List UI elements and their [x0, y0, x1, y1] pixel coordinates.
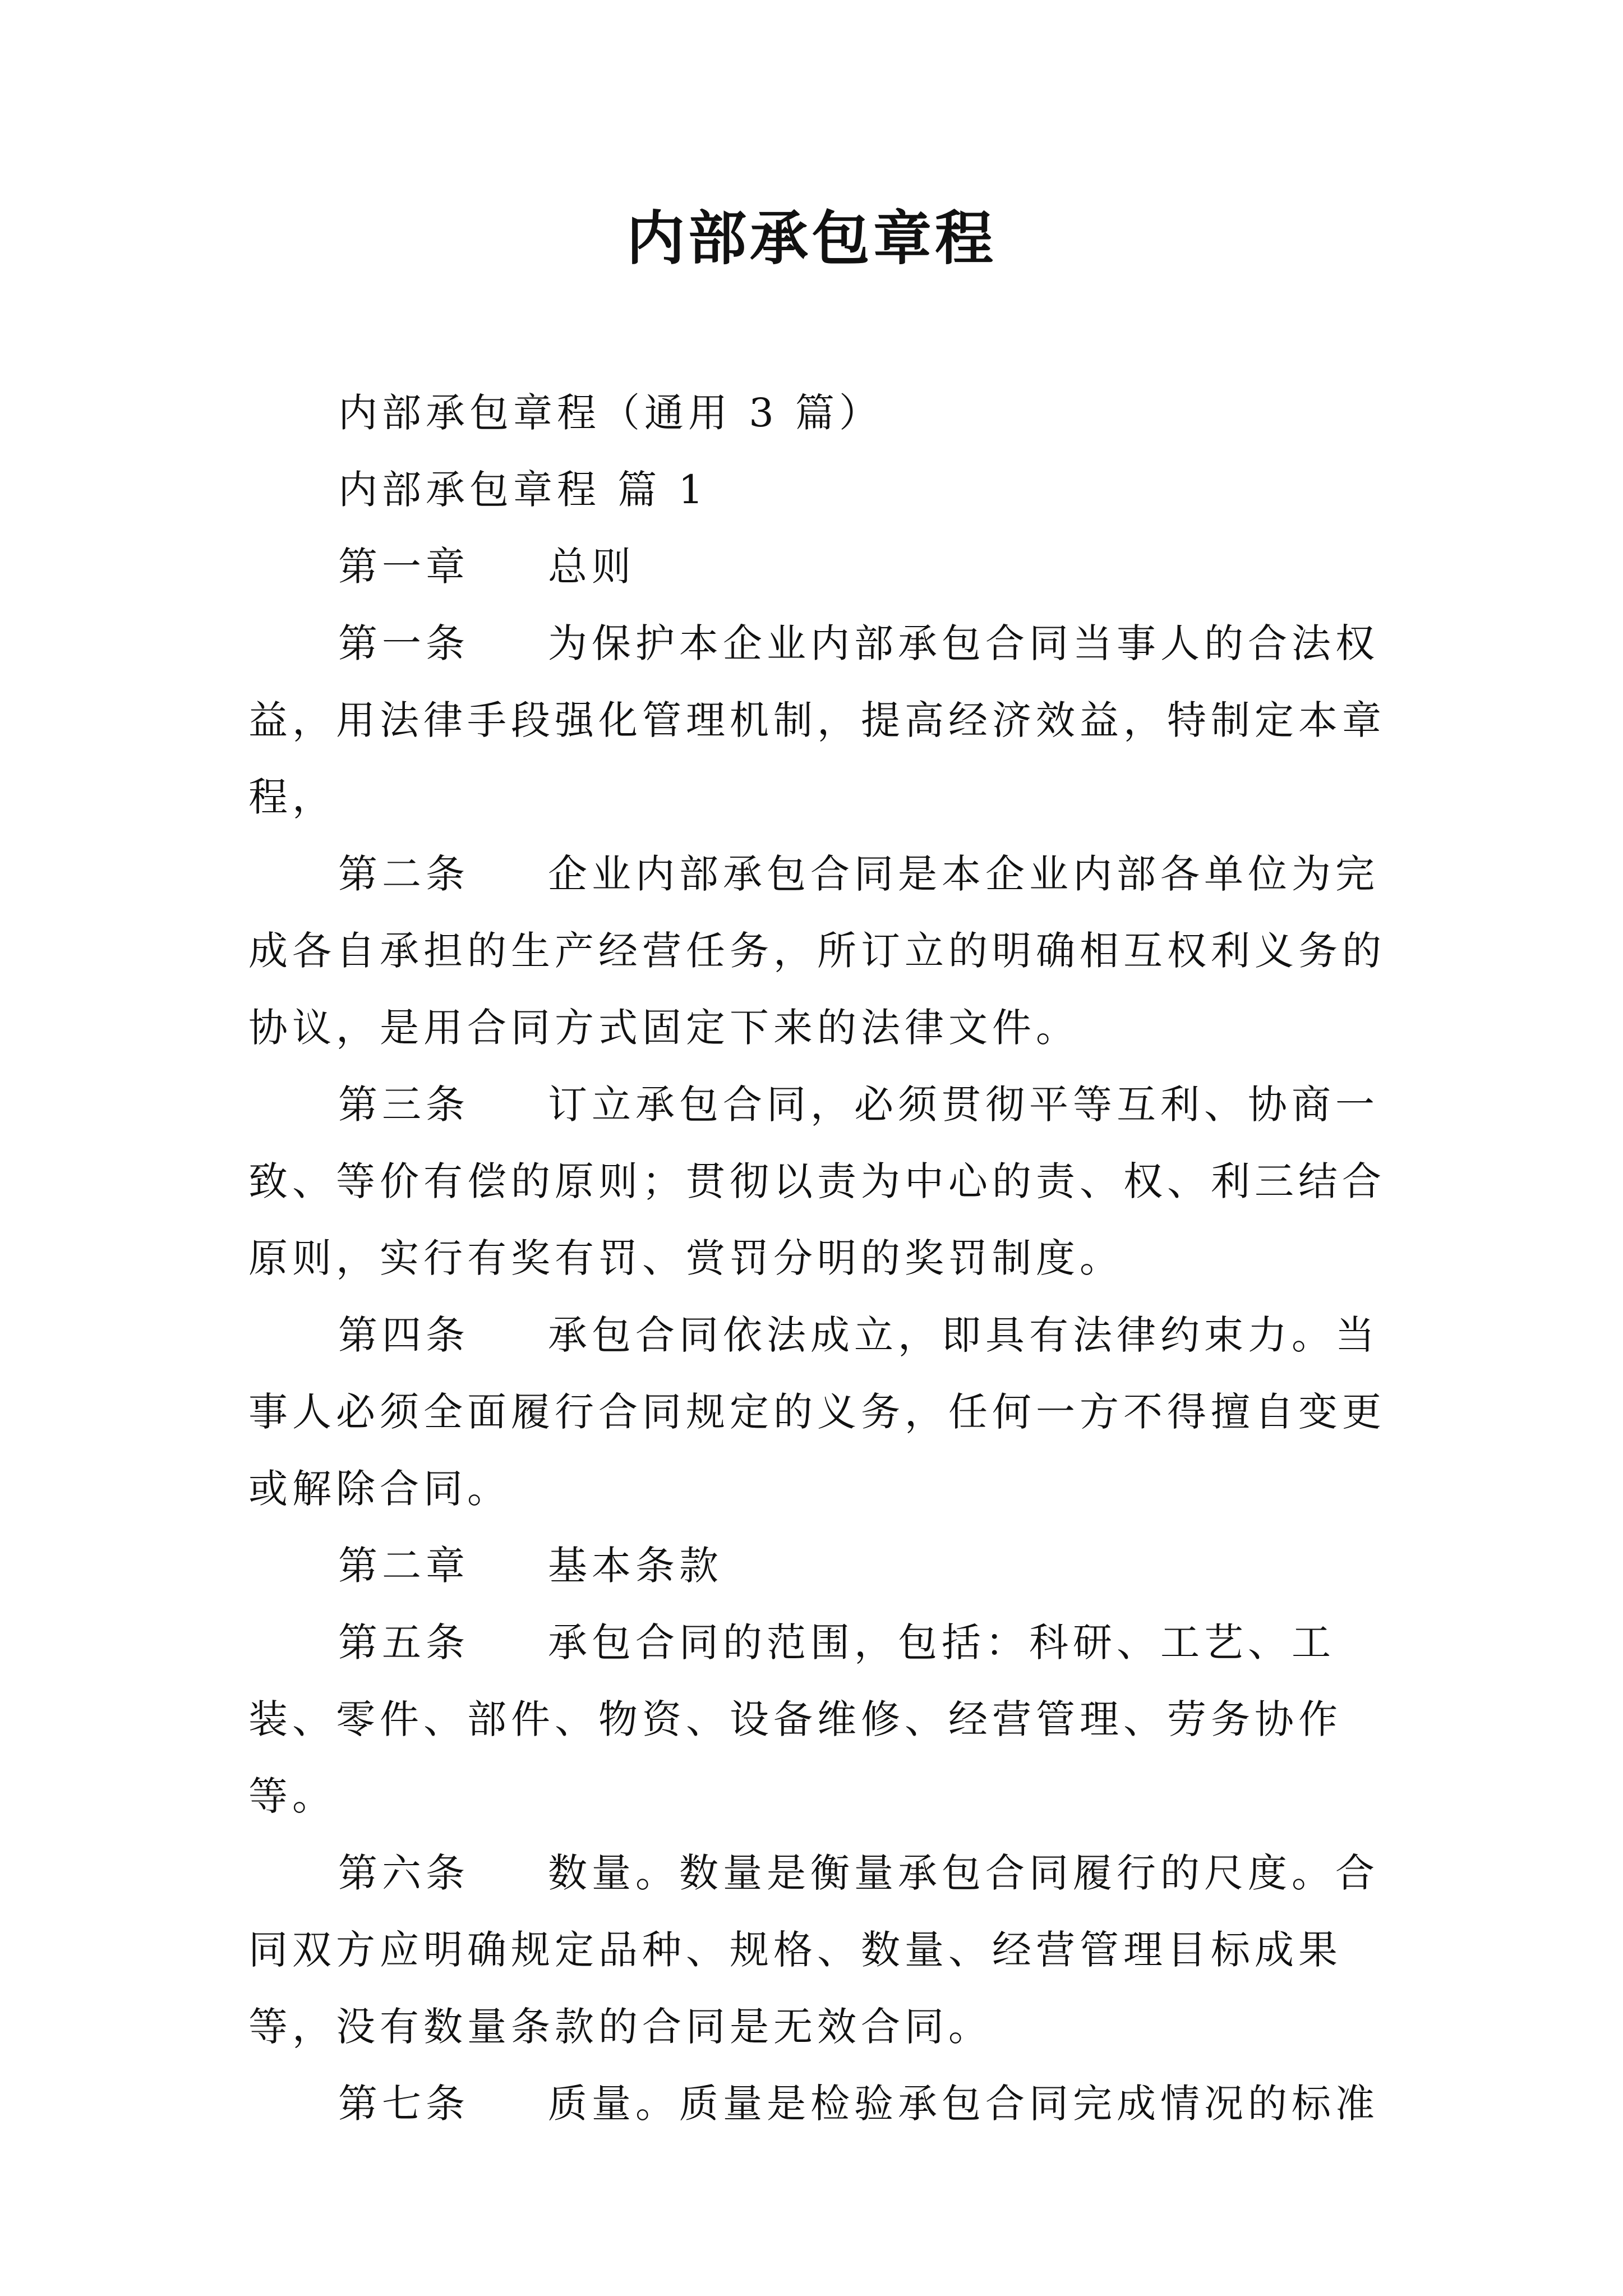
article-number: 第七条	[338, 2081, 469, 2127]
article-text: 承包合同依法成立，即具有法律约束力。当事人必须全面履行合同规定的义务，任何一方不得擅自变更或解除合同。	[248, 1312, 1386, 1512]
article-paragraph	[248, 836, 1387, 1066]
document-body	[248, 375, 1387, 2142]
paragraph-head: 内部承包章程（通用 3 篇）	[338, 390, 883, 436]
article-number: 第一条	[338, 620, 469, 666]
article-paragraph	[248, 2065, 1387, 2142]
chapter-number: 第二章	[338, 1543, 469, 1589]
article-text: 企业内部承包合同是本企业内部各单位为完成各自承担的生产经营任务，所订立的明确相互权利义务的协议，是用合同方式固定下来的法律文件。	[248, 851, 1386, 1051]
article-text: 承包合同的范围，包括：科研、工艺、工装、零件、部件、物资、设备维修、经营管理、劳务协作等。	[248, 1619, 1342, 1819]
article-number: 第二条	[338, 851, 469, 897]
article-paragraph	[248, 605, 1387, 836]
paragraph-part-heading	[248, 452, 1387, 528]
article-number: 第六条	[338, 1850, 469, 1896]
chapter-heading	[248, 528, 1387, 605]
article-text: 为保护本企业内部承包合同当事人的合法权益，用法律手段强化管理机制，提高经济效益，特制定本章程，	[248, 620, 1386, 820]
chapter-title: 总则	[548, 544, 635, 590]
article-number: 第三条	[338, 1082, 469, 1128]
article-text: 质量。质量是检验承包合同完成情况的标准	[548, 2081, 1379, 2127]
chapter-title: 基本条款	[548, 1543, 723, 1589]
article-paragraph	[248, 1066, 1387, 1297]
article-paragraph	[248, 1297, 1387, 1527]
chapter-number: 第一章	[338, 544, 469, 590]
article-number: 第四条	[338, 1312, 469, 1358]
chapter-heading	[248, 1527, 1387, 1604]
article-text: 数量。数量是衡量承包合同履行的尺度。合同双方应明确规定品种、规格、数量、经营管理目标成果等，没有数量条款的合同是无效合同。	[248, 1850, 1379, 2050]
paragraph-subtitle	[248, 375, 1387, 452]
article-paragraph	[248, 1835, 1387, 2065]
paragraph-head: 内部承包章程 篇 1	[338, 467, 708, 513]
article-number: 第五条	[338, 1619, 469, 1665]
article-paragraph	[248, 1604, 1387, 1835]
article-text: 订立承包合同，必须贯彻平等互利、协商一致、等价有偿的原则；贯彻以责为中心的责、权、利三结合原则，实行有奖有罚、赏罚分明的奖罚制度。	[248, 1082, 1386, 1281]
document-title: 内部承包章程	[626, 204, 997, 273]
